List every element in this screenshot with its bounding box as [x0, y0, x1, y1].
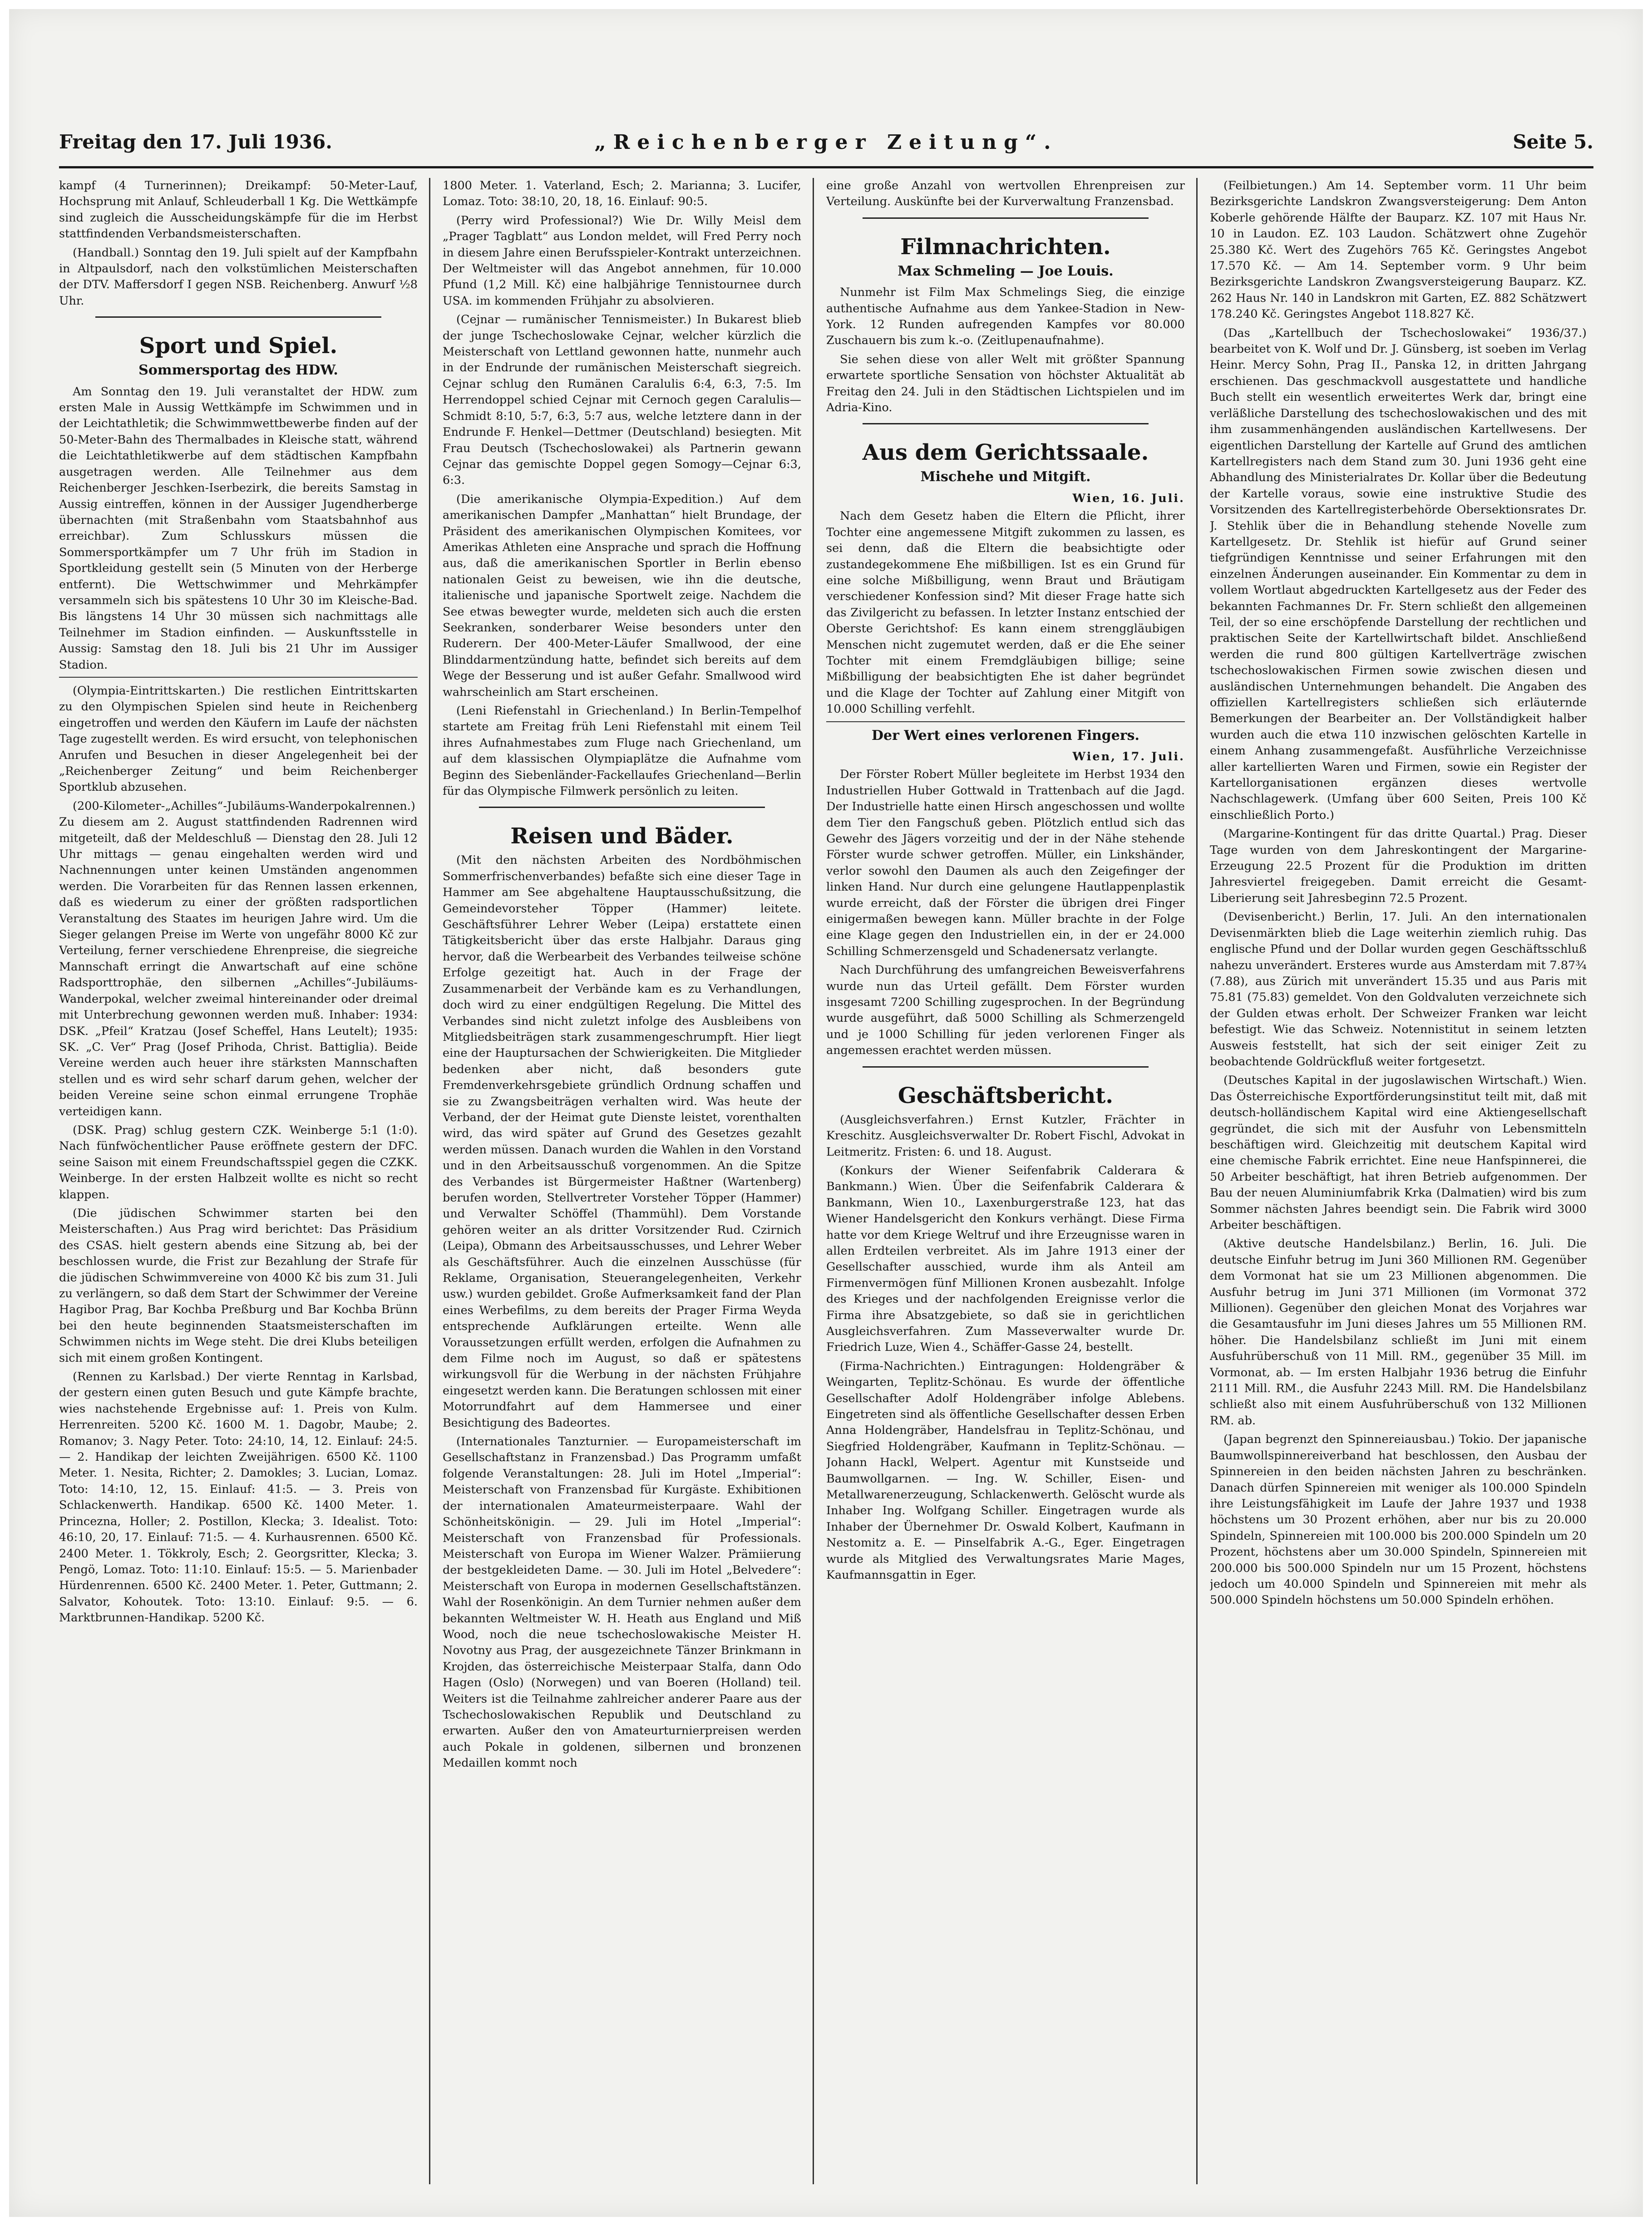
section-heading-film: Filmnachrichten.: [900, 234, 1111, 260]
column-4: [1210, 178, 1587, 2184]
article-paragraph: Der Förster Robert Müller begleitete im Herbst 1934 den Industriellen Huber Gottwald in Trattenbach auf die Jagd. Der Industrielle hatte einen Hirsch angeschossen und wollte dem Tier den Fangschuß geben. Plötzlich entlud sich das Gewehr des Jägers vorzeitig und der in der Nähe stehende Förster wurde schwer getroffen. Müller, ein Linkshänder, verlor sowohl den Daumen als auch den Zeigefinger der linken Hand. Nur durch eine gelungene Hautlappenplastik wurde erreicht, daß der Förster die übrigen drei Finger einigermaßen bewegen kann. Müller brachte in der Folge eine Klage gegen den Industriellen ein, in der er 24.000 Schilling Schmerzensgeld und Schadenersatz verlangte.: [826, 768, 1185, 958]
article-headline: Max Schmeling — Joe Louis.: [898, 263, 1114, 279]
newspaper-page: [9, 9, 1643, 2217]
article-paragraph: Nunmehr ist Film Max Schmelings Sieg, die einzige authentische Aufnahme aus dem Yankee-Stadion in New-York. 12 Runden aufregenden Kampfes vor 80.000 Zuschauern bis zum k.-o. (Zeitlupenaufnahme).: [826, 286, 1185, 348]
article-paragraph: (Margarine-Kontingent für das dritte Quartal.) Prag. Dieser Tage wurden von dem Jahreskontingent der Margarine-Erzeugung 22.5 Prozent für die Produktion im dritten Jahresviertel freigegeben. Damit erreicht die Gesamt-Liberierung seit Jahresbeginn 72.5 Prozent.: [1210, 827, 1587, 905]
column-divider: [429, 178, 430, 2184]
article-paragraph: (Olympia-Eintrittskarten.) Die restlichen Eintrittskarten zu den Olympischen Spielen sind heute in Reichenberg eingetroffen und werden den Käufern im Laufe der nächsten Tage zugestellt werden. Es wird ersucht, von telephonischen Anrufen und Besuchen in dieser Angelegenheit bei der „Reichenberger Zeitung“ und beim Reichenberger Sportklub abzusehen.: [59, 684, 418, 794]
article-paragraph: (Mit den nächsten Arbeiten des Nordböhmischen Sommerfrischenverbandes) befaßte sich eine dieser Tage in Hammer am See abgehaltene Hauptausschußsitzung, die Gemeindevorsteher Töpper (Hammer) leitete. Geschäftsführer Lehrer Weber (Leipa) erstattete einen Tätigkeitsbericht über das erste Halbjahr. Daraus ging hervor, daß die Werbearbeit des Verbandes teilweise schöne Erfolge gezeitigt hat. Auch in der Frage der Zusammenarbeit der Verbände kam es zu Verhandlungen, doch wird zu einer endgültigen Regelung. Die Mittel des Verbandes sind nicht zuletzt infolge des Ausbleibens von Mitgliedsbeiträgen stark zusammengeschrumpft. Hier liegt eine der Hauptursachen der Schwierigkeiten. Die Mitglieder bedenken aber nicht, daß besonders gute Fremdenverkehrsgebiete gründlich Ordnung schaffen und sie zu Zwangsbeiträgen verhalten wird. Was heute der Verband, der der Heimat gute Dienste leistet, vorenthalten wird, das wird später auf Grund des Gesetzes gezahlt werden müssen. Danach wurden die Wahlen in den Vorstand und in den Arbeitsausschuß vorgenommen. An die Spitze des Verbandes ist Bürgermeister Haßtner (Wartenberg) berufen worden, Stellvertreter Vorsteher Töpper (Hammer) und Verwalter Schöffel (Thammühl). Dem Vorstande gehören weiter an als dritter Vorsitzender Rud. Czirnich (Leipa), Obmann des Arbeitsausschusses, und Lehrer Weber als Geschäftsführer. Auch die einzelnen Ausschüsse (für Reklame, Organisation, Steuerangelegenheiten, Verkehr usw.) wurden gebildet. Große Aufmerksamkeit fand der Plan eines Werbefilms, zu dem bereits der Prager Firma Weyda entsprechende Aufklärungen erteilte. Wenn alle Voraussetzungen erfüllt werden, erfolgen die Aufnahmen zu dem Filme noch im August, so daß er spätestens wirkungsvoll für die Werbung in der nächsten Frühjahre eingesetzt werden kann. Die Beratungen schlossen mit einer Motorrundfahrt auf dem Hammersee und einer Besichtigung des Badeortes.: [443, 853, 801, 1430]
section-heading-business: Geschäftsbericht.: [898, 1083, 1114, 1108]
article-paragraph: kampf (4 Turnerinnen); Dreikampf: 50-Meter-Lauf, Hochsprung mit Anlauf, Schleuderball 1 Kg. Die Wettkämpfe sind zugleich die Ausscheidungskämpfe für die im Herbst stattfindenden Verbandsmeisterschaften.: [59, 179, 418, 241]
article-headline: Mischehe und Mitgift.: [920, 469, 1091, 485]
article-paragraph: (Rennen zu Karlsbad.) Der vierte Renntag in Karlsbad, der gestern einen guten Besuch und gute Kämpfe brachte, wies nachstehende Ergebnisse auf: 1. Preis von Kulm. Herrenreiten. 5200 Kč. 1600 M. 1. Dagobr, Maube; 2. Romanov; 3. Nagy Peter. Toto: 24:10, 14, 12. Einlauf: 24:5. — 2. Handikap der leichten Zweijährigen. 6500 Kč. 1100 Meter. 1. Nesita, Richter; 2. Damokles; 3. Lucian, Lomaz. Toto: 14:10, 12, 15. Einlauf: 41:5. — 3. Preis von Schlackenwerth. Handikap. 6500 Kč. 1400 Meter. 1. Princezna, Holler; 2. Postillon, Klecka; 3. Idealist. Toto: 46:10, 20, 17. Einlauf: 71:5. — 4. Kurhausrennen. 6500 Kč. 2400 Meter. 1. Tökkroly, Esch; 2. Georgsritter, Klecka; 3. Pengö, Lomaz. Toto: 11:10. Einlauf: 15:5. — 5. Marienbader Hürdenrennen. 6500 Kč. 2400 Meter. 1. Peter, Guttmann; 2. Salvator, Kohoutek. Toto: 13:10. Einlauf: 9:5. — 6. Marktbrunnen-Handikap. 5200 Kč.: [59, 1370, 418, 1625]
article-separator: [59, 677, 418, 678]
article-headline: Der Wert eines verlorenen Fingers.: [872, 727, 1139, 744]
article-paragraph: Nach Durchführung des umfangreichen Beweisverfahrens wurde nun das Urteil gefällt. Dem Förster wurden insgesamt 7200 Schilling zugesprochen. In der Begründung wurde ausgeführt, daß 5000 Schilling als Schmerzengeld und je 1000 Schilling für jeden verlorenen Finger als angemessen erachtet werden müssen.: [826, 963, 1185, 1058]
article-paragraph: (Devisenbericht.) Berlin, 17. Juli. An den internationalen Devisenmärkten blieb die Lage weiterhin ziemlich ruhig. Das englische Pfund und der Dollar wurden gegen Geschäftsschluß nahezu unverändert. Ersteres wurde aus Amsterdam mit 7.87¾ (7.88), aus Zürich mit unverändert 15.35 und aus Paris mit 75.81 (75.83) gemeldet. Von den Goldvaluten verzeichnete sich der Gulden etwas erholt. Der Schweizer Franken war leicht befestigt. Wie das Schweiz. Notennistitut in seinem letzten Ausweis feststellt, hat sich der seit einiger Zeit zu beobachtende Goldrückfluß weiter fortgesetzt.: [1210, 910, 1587, 1069]
article-headline: Sommersportag des HDW.: [138, 362, 338, 379]
section-separator: [95, 316, 381, 318]
section-separator: [863, 423, 1149, 424]
article-paragraph: (Leni Riefenstahl in Griechenland.) In Berlin-Tempelhof startete am Freitag früh Leni Riefenstahl mit einem Teil ihres Aufnahmestabes zum Fluge nach Griechenland, um auf dem klassischen Olympiaplätze die Aufnahme vom Beginn des Siebenländer-Fackellaufes Griechenland—Berlin für das Olympische Filmwerk persönlich zu leiten.: [443, 704, 801, 798]
article-paragraph: (Das „Kartellbuch der Tschechoslowakei“ 1936/37.) bearbeitet von K. Wolf und Dr. J. Günsberg, ist soeben im Verlag Heinr. Mercy Sohn, Prag II., Panska 12, in dritten Jahrgang erschienen. Das geschmackvoll ausgestattete und handliche Buch stellt ein wesentlich erweitertes Werk dar, bringt eine verläßliche Darstellung des tschechoslowakischen und des mit ihm zusammenhängenden ausländischen Kartellwesens. Der eigentlichen Darstellung der Kartelle auf Grund des amtlichen Kartellregisters nach dem Stand zum 30. Juni 1936 geht eine Abhandlung des Ministerialrates Dr. Kollar über die Bedeutung der Kartelle voraus, sowie eine instruktive Studie des Vorsitzenden des Kartellregisterbehörde Obersektionsrates Dr. J. Stehlik über die in Behandlung stehende Novelle zum Kartellgesetz. Dr. Stehlik ist hiefür auf Grund seiner tiefgründigen Kenntnisse und seiner Erfahrungen mit den einzelnen Änderungen auseinander. Ein Kommentar zu dem in vollem Wortlaut abgedruckten Kartellgesetz aus der Feder des bekannten Fachmannes Dr. Fr. Stern schließt den allgemeinen Teil, der so eine erschöpfende Darstellung der rechtlichen und praktischen Seite der Kartellwirtschaft bildet. Anschließend werden die rund 800 gültigen Kartellverträge zwischen tschechoslowakischen Firmen sowie zwischen diesen und ausländischen Unternehmungen behandelt. Die Angaben des offiziellen Kartellregisters schließen sich erläuternde Bemerkungen der Bearbeiter an. Der Vollständigkeit halber wurden auch die etwa 110 inzwischen gelöschten Kartelle in einem Anhang zusammengefaßt. Ausführliche Verzeichnisse aller kartellierten Waren und Firmen, sowie ein Register der Kartellorganisationen ergänzen dieses wertvolle Nachschlagewerk. (Umfang über 600 Seiten, Preis 100 Kč einschließlich Porto.): [1210, 326, 1587, 822]
article-paragraph: (Feilbietungen.) Am 14. September vorm. 11 Uhr beim Bezirksgerichte Landskron Zwangsversteigerung: Dem Anton Koberle gehörende Hälfte der Bauparz. KZ. 107 mit Haus Nr. 10 in Laudon. EZ. 103 Laudon. Schätzwert ohne Zugehör 25.380 Kč. Wert des Zugehörs 765 Kč. Geringstes Angebot 17.570 Kč. — Am 14. September vorm. 9 Uhr beim Bezirksgerichte Landskron Zwangsversteigerung Bauparz. KZ. 262 Haus Nr. 140 in Landskron mit Garten, EZ. 882 Schätzwert 178.240 Kč. Geringstes Angebot 118.827 Kč.: [1210, 179, 1587, 321]
article-paragraph: (Aktive deutsche Handelsbilanz.) Berlin, 16. Juli. Die deutsche Einfuhr betrug im Juni 360 Millionen RM. Gegenüber dem Vormonat hat sie um 23 Millionen abgenommen. Die Ausfuhr betrug im Juni 371 Millionen (im Vormonat 372 Millionen). Gegenüber den gleichen Monat des Vorjahres war die Gesamtausfuhr im Juni dieses Jahres um 55 Millionen RM. höher. Die Handelsbilanz schließt im Juni mit einem Ausfuhrüberschuß von 11 Mill. RM., gegenüber 35 Mill. im Vormonat, ab. — Im ersten Halbjahr 1936 betrug die Einfuhr 2111 Mill. RM., die Ausfuhr 2243 Mill. RM. Die Handelsbilanz schließt also mit einem Ausfuhrüberschuß von 132 Millionen RM. ab.: [1210, 1237, 1587, 1428]
article-paragraph: (200-Kilometer-„Achilles“-Jubiläums-Wanderpokalrennen.) Zu diesem am 2. August stattfindenden Radrennen wird mitgeteilt, daß der Meldeschluß — Dienstag den 28. Juli 12 Uhr mittags — genau eingehalten werden wird und Nachnennungen unter keinen Umständen angenommen werden. Die Vorarbeiten für das Rennen lassen erkennen, daß es wiederum zu einer der größten radsportlichen Veranstaltung des Staates im heurigen Jahre wird. Um die Sieger gelangen Preise im Werte von ungefähr 8000 Kč zur Verteilung, ferner verschiedene Ehrenpreise, die siegreiche Mannschaft erringt die Anwartschaft auf eine schöne Radsporttrophäe, den silbernen „Achilles“-Jubiläums-Wanderpokal, welcher zweimal hintereinander oder dreimal mit Unterbrechung gewonnen werden muß. Inhaber: 1934: DSK. „Pfeil“ Kratzau (Josef Scheffel, Hans Leutelt); 1935: SK. „C. Ver“ Prag (Josef Prihoda, Christ. Battiglia). Beide Vereine werden auch heuer ihre stärksten Mannschaften stellen und es wird sehr scharf darum gehen, welcher der beiden Vereine seine schon einmal errungene Trophäe verteidigen kann.: [59, 799, 418, 1118]
column-1: [59, 178, 418, 2184]
article-paragraph: (Cejnar — rumänischer Tennismeister.) In Bukarest blieb der junge Tschechoslowake Cejnar, welcher kürzlich die Meisterschaft von Lettland gewonnen hatte, nunmehr auch in der Endrunde der rumänischen Meisterschaft siegreich. Cejnar schlug den Rumänen Caralulis 6:4, 6:3, 7:5. Im Herrendoppel schied Cejnar mit Cernoch gegen Caralulis—Schmidt 8:10, 5:7, 6:3, 5:7 aus, welche letztere dann in der Endrunde F. Henkel—Dettmer (Deutschland) besiegten. Mit Frau Deutsch (Tschechoslowakei) als Partnerin gewann Cejnar das gemischte Doppel gegen Somogy—Cejnar 6:3, 6:3.: [443, 313, 801, 488]
header-rule: [59, 166, 1593, 168]
section-heading-travel: Reisen und Bäder.: [510, 823, 734, 849]
article-paragraph: eine große Anzahl von wertvollen Ehrenpreisen zur Verteilung. Auskünfte bei der Kurverwaltung Franzensbad.: [826, 179, 1185, 209]
column-3: [826, 178, 1185, 2184]
article-paragraph: 1800 Meter. 1. Vaterland, Esch; 2. Marianna; 3. Lucifer, Lomaz. Toto: 38:10, 20, 18, 16. Einlauf: 90:5.: [443, 179, 801, 209]
article-paragraph: Nach dem Gesetz haben die Eltern die Pflicht, ihrer Tochter eine angemessene Mitgift zukommen zu lassen, es sei denn, daß die Eltern die beabsichtigte oder zustandegekommene Ehe mißbilligen. Ist es ein Grund für eine solche Mißbilligung, wenn Braut und Bräutigam verschiedener Konfession sind? Mit dieser Frage hatte sich das Zivilgericht zu befassen. In letzter Instanz entschied der Oberste Gerichtshof: Es kann einem strenggläubigen Menschen nicht zugemutet werden, daß er die Ehe seiner Tochter mit einem Fremdgläubigen billige; seine Mißbilligung der beabsichtigten Ehe ist daher begründet und die Klage der Tochter auf Zahlung einer Mitgift von 10.000 Schilling verfehlt.: [826, 509, 1185, 716]
section-separator: [863, 1066, 1149, 1068]
article-paragraph: (Ausgleichsverfahren.) Ernst Kutzler, Frächter in Kreschitz. Ausgleichsverwalter Dr. Robert Fischl, Advokat in Leitmeritz. Fristen: 6. und 18. August.: [826, 1113, 1185, 1159]
article-paragraph: (Konkurs der Wiener Seifenfabrik Calderara & Bankmann.) Wien. Über die Seifenfabrik Calderara & Bankmann, Wien 10., Laxenburgerstraße 123, hat das Wiener Handelsgericht den Konkurs verhängt. Diese Firma hatte vor dem Kriege Weltruf und ihre Erzeugnisse waren in allen Erdteilen verbreitet. Als im Jahre 1913 einer der Gesellschafter ausschied, wurde ihm als Anteil am Firmenvermögen fünf Millionen Kronen ausbezahlt. Infolge des Krieges und der nachfolgenden Ereignisse verlor die Firma ihre Absatzgebiete, so daß sie in gerichtlichen Ausgleichsverfahren. Zum Masseverwalter wurde Dr. Friedrich Luze, Wien 4., Schäffer-Gasse 24, bestellt.: [826, 1163, 1185, 1354]
article-paragraph: (DSK. Prag) schlug gestern CZK. Weinberge 5:1 (1:0). Nach fünfwöchentlicher Pause eröffnete gestern der DFC. seine Saison mit einem Freundschaftsspiel gegen die CZKK. Weinberge. In der ersten Halbzeit wollte es nicht so recht klappen.: [59, 1123, 418, 1202]
section-heading-sport: Sport und Spiel.: [139, 333, 338, 359]
article-paragraph: (Japan begrenzt den Spinnereiausbau.) Tokio. Der japanische Baumwollspinnereiverband hat beschlossen, den Ausbau der Spinnereien in den beiden nächsten Jahren zu beschränken. Danach dürfen Spinnereien mit weniger als 100.000 Spindeln ihre Leistungsfähigkeit im Laufe der Jahre 1937 und 1938 höchstens um 30 Prozent erhöhen, aber nur bis zu 20.000 Spindeln, Spinnereien mit 100.000 bis 200.000 Spindeln um 20 Prozent, höchstens aber um 30.000 Spindeln, Spinnereien mit 200.000 bis 500.000 Spindeln nur um 15 Prozent, höchstens jedoch um 40.000 Spindeln und Spinnereien mit mehr als 500.000 Spindeln höchstens um 50.000 Spindeln erhöhen.: [1210, 1433, 1587, 1607]
section-separator: [863, 217, 1149, 219]
section-separator: [479, 807, 765, 808]
page-header: [59, 131, 1593, 163]
dateline: Wien, 17. Juli.: [1072, 749, 1185, 763]
article-paragraph: (Handball.) Sonntag den 19. Juli spielt auf der Kampfbahn in Altpaulsdorf, nach den volkstümlichen Meisterschaften der DTV. Maffersdorf I gegen NSB. Reichenberg. Anwurf ½8 Uhr.: [59, 246, 418, 308]
page-number: Seite 5.: [1513, 131, 1593, 153]
article-paragraph: (Firma-Nachrichten.) Eintragungen: Holdengräber & Weingarten, Teplitz-Schönau. Es wurde der öffentliche Gesellschafter Adolf Holdengräber infolge Ablebens. Eingetreten sind als öffentliche Gesellschafter dessen Erben Anna Holdengräber, Handelsfrau in Teplitz-Schönau, und Siegfried Holdengräber, Kaufmann in Teplitz-Schönau. — Johann Hackl, Welpert. Agentur mit Kunstseide und Baumwollgarnen. — Ing. W. Schiller, Eisen- und Metallwarenerzeugung, Schlackenwerth. Gelöscht wurde als Inhaber Ing. Wolfgang Schiller. Eingetragen wurde als Inhaber der Übernehmer Dr. Oswald Kolbert, Kaufmann in Nestomitz a. E. — Pinselfabrik A.-G., Eger. Eingetragen wurde als Mitglied des Verwaltungsrates Marie Mages, Kaufmannsgattin in Eger.: [826, 1359, 1185, 1582]
dateline: Wien, 16. Juli.: [1072, 491, 1185, 505]
article-paragraph: (Die amerikanische Olympia-Expedition.) Auf dem amerikanischen Dampfer „Manhattan“ hielt Brundage, der Präsident des amerikanischen Olympischen Komitees, vor Amerikas Athleten eine Ansprache und sprach die Hoffnung aus, daß die amerikanischen Sportler in Berlin ebenso nationalen Geist zu beweisen, wie ihn die deutsche, italienische und japanische Sportwelt zeige. Nachdem die See etwas bewegter wurde, meldeten sich auch die ersten Seekranken, sonderbarer Weise besonders unter den Ruderern. Der 400-Meter-Läufer Smallwood, der eine Blinddarmentzündung hatte, befindet sich bereits auf dem Wege der Besserung und ist außer Gefahr. Smallwood wird wahrscheinlich am Start erscheinen.: [443, 492, 801, 699]
issue-date: Freitag den 17. Juli 1936.: [59, 131, 332, 153]
column-divider: [813, 178, 814, 2184]
article-paragraph: Sie sehen diese von aller Welt mit größter Spannung erwartete sportliche Sensation von höchster Aktualität ab Freitag den 24. Juli in den Städtischen Lichtspielen und im Adria-Kino.: [826, 352, 1185, 415]
column-2: [443, 178, 801, 2184]
article-paragraph: (Internationales Tanzturnier. — Europameisterschaft im Gesellschaftstanz in Franzensbad.) Das Programm umfaßt folgende Veranstaltungen: 28. Juli im Hotel „Imperial“: Meisterschaft von Franzensbad für Kurgäste. Exhibitionen der internationalen Amateurmeisterpaare. Wahl der Schönheitskönigin. — 29. Juli im Hotel „Imperial“: Meisterschaft von Franzensbad für Professionals. Meisterschaft von Europa im Wiener Walzer. Prämiierung der bestgekleideten Dame. — 30. Juli im Hotel „Belvedere“: Meisterschaft von Europa in modernen Gesellschaftstänzen. Wahl der Rosenkönigin. An dem Turnier nehmen außer dem bekannten Weltmeister W. H. Heath aus England und Miß Wood, noch die neue tschechoslowakische Meister H. Novotny aus Prag, der ausgezeichnete Tänzer Brinkmann in Krojden, das österreichische Meisterpaar Stalfa, dann Odo Hagen (Oslo) (Norwegen) und van Boeren (Holland) teil. Weiters ist die Teilnahme zahlreicher anderer Paare aus der Tschechoslowakischen Republik und Deutschland zu erwarten. Außer den von Amateurturnierpreisen werden auch Pokale in goldenen, silbernen und bronzenen Medaillen kommt noch: [443, 1435, 801, 1770]
section-heading-court: Aus dem Gerichtssaale.: [862, 440, 1149, 466]
article-separator: [826, 721, 1185, 722]
article-paragraph: (Deutsches Kapital in der jugoslawischen Wirtschaft.) Wien. Das Österreichische Exportförderungsinstitut teilt mit, daß mit deutsch-holländischem Kapital wird eine Aktiengesellschaft gegründet, die sich mit der Ausfuhr von Lebensmitteln beschäftigen wird. Gleichzeitig mit deutschem Kapital wird eine chemische Fabrik errichtet. Eine neue Hanfspinnerei, die 50 Arbeiter beschäftigt, hat ihren Betrieb aufgenommen. Der Bau der neuen Aluminiumfabrik Krka (Dalmatien) wird bis zum Sommer nächsten Jahres beendigt sein. Die Fabrik wird 3000 Arbeiter beschäftigen.: [1210, 1074, 1587, 1232]
column-divider: [1196, 178, 1198, 2184]
newspaper-title: „Reichenberger Zeitung“.: [594, 131, 1058, 154]
article-paragraph: (Perry wird Professional?) Wie Dr. Willy Meisl dem „Prager Tagblatt“ aus London meldet, will Fred Perry noch in diesem Jahre einen Berufsspieler-Kontrakt unterzeichnen. Der Weltmeister will das Angebot annehmen, für 10.000 Pfund (1,2 Mill. Kč) eine halbjährige Tennistournee durch USA. im kommenden Frühjahr zu absolvieren.: [443, 213, 801, 308]
article-paragraph: Am Sonntag den 19. Juli veranstaltet der HDW. zum ersten Male in Aussig Wettkämpfe im Schwimmen und in der Leichtathletik; die Schwimmwettbewerbe finden auf der 50-Meter-Bahn des Thermalbades in Kleische statt, während die Leichtathletikwerbe auf dem städtischen Kampfbahn ausgetragen werden. Alle Teilnehmer aus dem Reichenberger Jeschken-Iserbezirk, die bereits Samstag in Aussig eintreffen, können in der Aussiger Jugendherberge übernachten (mit Straßenbahn vom Staatsbahnhof aus erreichbar). Zum Schlusskurs müssen die Sommersportkämpfer um 7 Uhr früh im Stadion in Sportkleidung gestellt sein (5 Minuten von der Herberge entfernt). Die Wettschwimmer und Mehrkämpfer versammeln sich bis spätestens 10 Uhr 30 im Kleische-Bad. Bis längstens 14 Uhr 30 müssen sich nachmittags alle Teilnehmer im Stadion einfinden. — Auskunftsstelle in Aussig: Samstag den 18. Juli bis 21 Uhr im Aussiger Stadion.: [59, 384, 418, 672]
article-paragraph: (Die jüdischen Schwimmer starten bei den Meisterschaften.) Aus Prag wird berichtet: Das Präsidium des CSAS. hielt gestern abends eine Sitzung ab, bei der beschlossen wurde, die Frist zur Bezahlung der Strafe für die jüdischen Schwimmvereine von 4000 Kč bis zum 31. Juli zu verlängern, so daß dem Start der Schwimmer der Vereine Hagibor Prag, Bar Kochba Preßburg und Bar Kochba Brünn bei den heute beginnenden Staatsmeisterschaften im Schwimmen nichts im Wege steht. Die drei Klubs beteiligen sich mit einem großen Kontingent.: [59, 1206, 418, 1365]
